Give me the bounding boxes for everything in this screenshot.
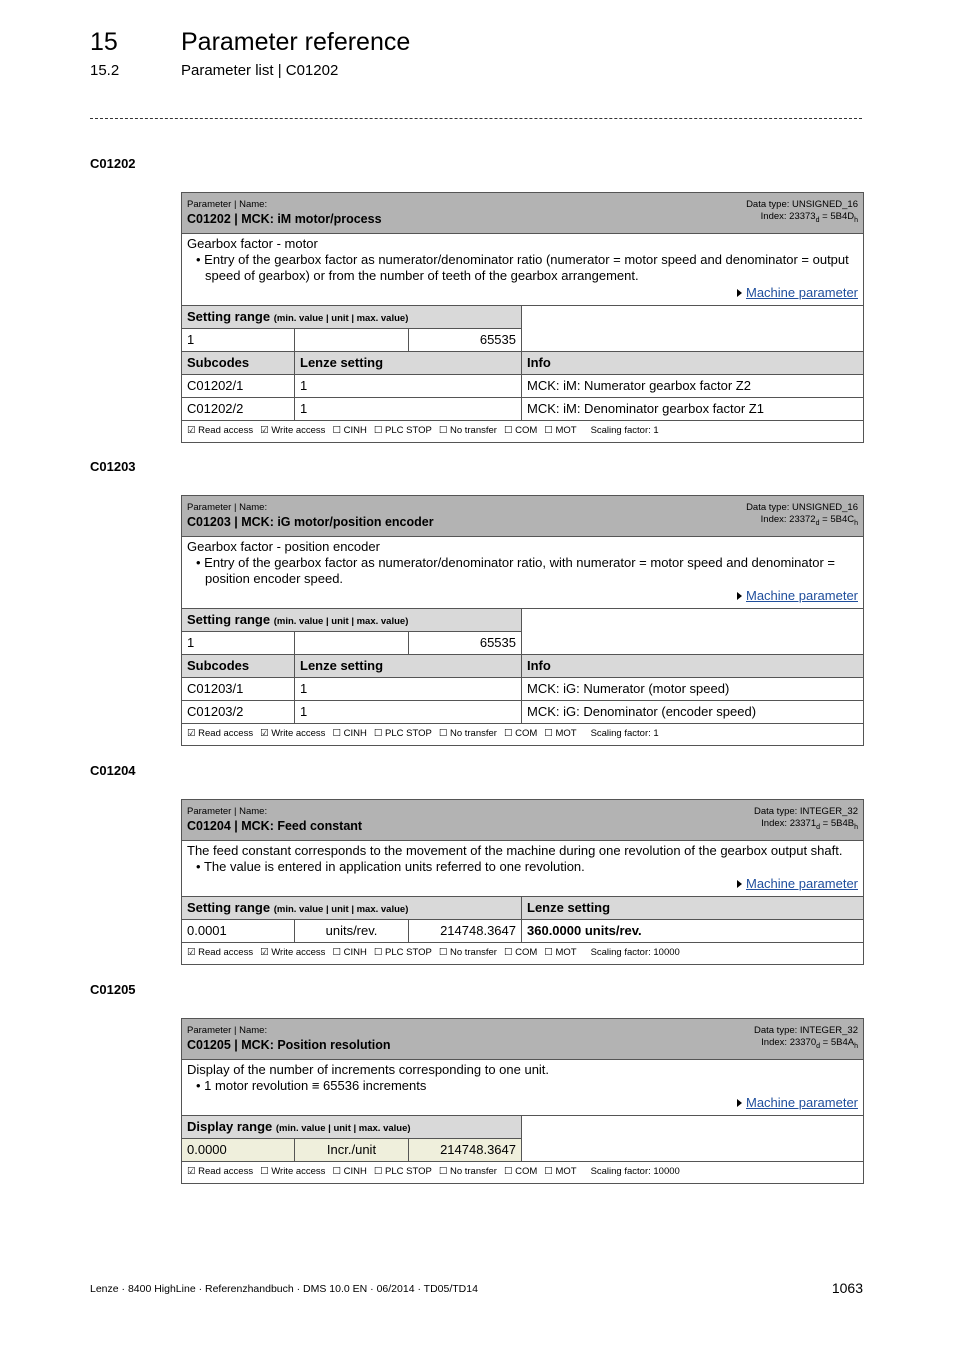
- range-unit: units/rev.: [295, 920, 409, 943]
- range-max: 214748.3647: [409, 920, 522, 943]
- section-number: 15.2: [90, 62, 120, 79]
- range-unit: [295, 329, 409, 352]
- page-number: 1063: [831, 1280, 863, 1296]
- description-bullet: • Entry of the gearbox factor as numerator/denominator ratio, with numerator = motor speed and denominator = position encoder speed.: [196, 555, 836, 586]
- subcode-lenze-setting: 1: [295, 375, 522, 398]
- range-unit: Incr./unit: [295, 1139, 409, 1162]
- header-divider: [90, 118, 862, 119]
- chapter-number: 15: [90, 28, 118, 56]
- param-name: C01203 | MCK: iG motor/position encoder: [187, 515, 434, 529]
- access-flags: ☑ Read access ☑ Write access ☐ CINH ☐ PLC STOP ☐ No transfer ☐ COM ☐ MOT Scaling factor: 1: [187, 425, 659, 436]
- param-description: [182, 1060, 863, 1116]
- arrow-right-icon: [737, 592, 742, 600]
- range-max: 65535: [409, 329, 522, 352]
- setting-range-header: Setting range (min. value | unit | max. value): [182, 609, 522, 632]
- subcode: C01202/2: [182, 398, 295, 421]
- machine-parameter-link[interactable]: Machine parameter: [746, 285, 858, 300]
- arrow-right-icon: [737, 289, 742, 297]
- subcodes-header: Subcodes: [182, 655, 295, 678]
- param-header: [182, 1019, 863, 1060]
- param-description: [182, 537, 863, 609]
- scaling-factor: Scaling factor: 1: [590, 728, 659, 739]
- index: Index: $23373_d = 5B4D_h$: [760, 211, 858, 224]
- param-name: C01205 | MCK: Position resolution: [187, 1038, 391, 1052]
- scaling-factor: Scaling factor: 10000: [590, 947, 680, 958]
- document-footer: Lenze · 8400 HighLine · Referenzhandbuch · DMS 10.0 EN · 06/2014 · TD05/TD14: [90, 1283, 478, 1295]
- empty-cell: [522, 1116, 863, 1162]
- scaling-factor: Scaling factor: 10000: [590, 1166, 680, 1177]
- subcode-info: MCK: iM: Numerator gearbox factor Z2: [522, 375, 863, 398]
- range-max: 214748.3647: [409, 1139, 522, 1162]
- range-min: 0.0001: [182, 920, 295, 943]
- display-range-header: Display range (min. value | unit | max. value): [182, 1116, 522, 1139]
- info-header: Info: [522, 655, 863, 678]
- scaling-factor: Scaling factor: 1: [590, 425, 659, 436]
- subcode-info: MCK: iG: Denominator (encoder speed): [522, 701, 863, 724]
- description-text: Display of the number of increments corresponding to one unit.: [187, 1062, 550, 1077]
- subcode: C01203/1: [182, 678, 295, 701]
- description-bullet: • The value is entered in application units referred to one revolution.: [196, 859, 585, 874]
- param-table-c01205: [181, 1018, 864, 1184]
- param-label: Parameter | Name:: [187, 1025, 268, 1036]
- range-unit: [295, 632, 409, 655]
- description-text: Gearbox factor - position encoder: [187, 539, 380, 554]
- subcode-info: MCK: iM: Denominator gearbox factor Z1: [522, 398, 863, 421]
- empty-cell: [522, 306, 863, 352]
- lenze-setting-header: Lenze setting: [295, 352, 522, 375]
- range-max: 65535: [409, 632, 522, 655]
- chapter-title: Parameter reference: [181, 28, 411, 56]
- param-header: [182, 496, 863, 537]
- setting-range-header: Setting range (min. value | unit | max. value): [182, 306, 522, 329]
- param-label: Parameter | Name:: [187, 502, 268, 513]
- subcode-info: MCK: iG: Numerator (motor speed): [522, 678, 863, 701]
- subcode: C01202/1: [182, 375, 295, 398]
- subcode-lenze-setting: 1: [295, 701, 522, 724]
- arrow-right-icon: [737, 880, 742, 888]
- description-bullet: • 1 motor revolution ≡ 65536 increments: [196, 1078, 427, 1093]
- setting-range-header: Setting range (min. value | unit | max. value): [182, 897, 522, 920]
- machine-parameter-link[interactable]: Machine parameter: [746, 1095, 858, 1110]
- param-label: Parameter | Name:: [187, 199, 268, 210]
- param-name: C01202 | MCK: iM motor/process: [187, 212, 382, 226]
- subcode: C01203/2: [182, 701, 295, 724]
- index: Index: $23372_d = 5B4C_h$: [760, 514, 858, 527]
- machine-parameter-link[interactable]: Machine parameter: [746, 876, 858, 891]
- subcodes-header: Subcodes: [182, 352, 295, 375]
- range-min: 1: [182, 329, 295, 352]
- empty-cell: [522, 609, 863, 655]
- code-heading-c01205: C01205: [90, 982, 136, 997]
- subcode-lenze-setting: 1: [295, 398, 522, 421]
- section-title: Parameter list | C01202: [181, 62, 339, 79]
- index: Index: $23370_d = 5B4A_h$: [761, 1037, 858, 1050]
- lenze-setting-header: Lenze setting: [522, 897, 863, 920]
- param-table-c01202: [181, 192, 864, 443]
- param-description: [182, 234, 863, 306]
- access-flags: ☑ Read access ☑ Write access ☐ CINH ☐ PLC STOP ☐ No transfer ☐ COM ☐ MOT Scaling factor: 1: [187, 728, 659, 739]
- param-name: C01204 | MCK: Feed constant: [187, 819, 363, 833]
- access-flags: ☑ Read access ☑ Write access ☐ CINH ☐ PLC STOP ☐ No transfer ☐ COM ☐ MOT Scaling factor: 10000: [187, 947, 680, 958]
- data-type: Data type: INTEGER_32: [753, 1025, 858, 1036]
- data-type: Data type: UNSIGNED_16: [746, 502, 858, 513]
- lenze-setting-header: Lenze setting: [295, 655, 522, 678]
- index: Index: $23371_d = 5B4B_h$: [761, 818, 858, 831]
- param-table-c01203: [181, 495, 864, 746]
- machine-parameter-link[interactable]: Machine parameter: [746, 588, 858, 603]
- arrow-right-icon: [737, 1099, 742, 1107]
- info-header: Info: [522, 352, 863, 375]
- range-min: 1: [182, 632, 295, 655]
- code-heading-c01204: C01204: [90, 763, 136, 778]
- description-text: The feed constant corresponds to the movement of the machine during one revolution of the gearbox output shaft.: [187, 843, 843, 858]
- description-text: Gearbox factor - motor: [187, 236, 318, 251]
- code-heading-c01202: C01202: [90, 156, 136, 171]
- subcode-lenze-setting: 1: [295, 678, 522, 701]
- lenze-setting-value: 360.0000 units/rev.: [522, 920, 863, 943]
- param-description: [182, 841, 863, 897]
- access-flags: ☑ Read access ☐ Write access ☐ CINH ☐ PLC STOP ☐ No transfer ☐ COM ☐ MOT Scaling factor: 10000: [187, 1166, 680, 1177]
- code-heading-c01203: C01203: [90, 459, 136, 474]
- param-header: [182, 193, 863, 234]
- description-bullet: • Entry of the gearbox factor as numerator/denominator ratio (numerator = motor speed and denominator = output speed of gearbox) or from the number of teeth of the gearbox arrangement.: [196, 252, 849, 283]
- param-header: [182, 800, 863, 841]
- range-min: 0.0000: [182, 1139, 295, 1162]
- param-label: Parameter | Name:: [187, 806, 268, 817]
- data-type: Data type: UNSIGNED_16: [746, 199, 858, 210]
- param-table-c01204: [181, 799, 864, 965]
- data-type: Data type: INTEGER_32: [753, 806, 858, 817]
